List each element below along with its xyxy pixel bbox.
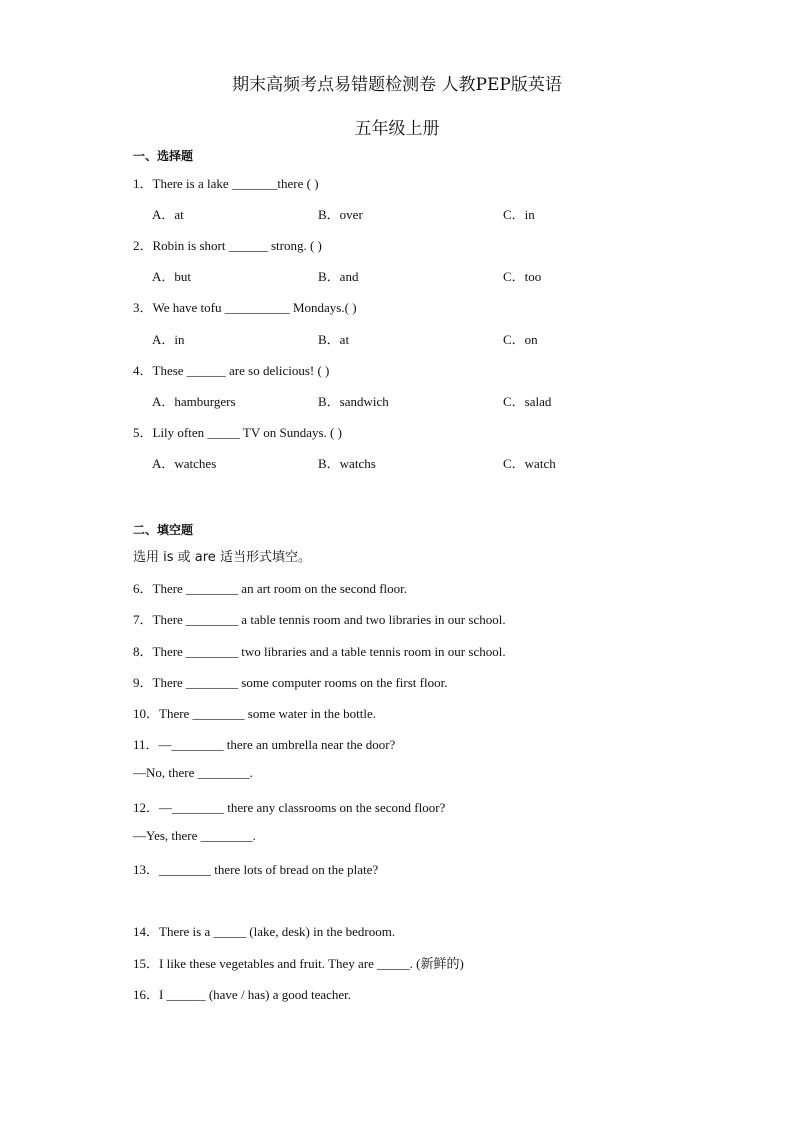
section-heading-choice: 一、选择题 (133, 149, 194, 163)
option-b: B．over (318, 207, 363, 222)
document-subtitle: 五年级上册 (354, 119, 440, 139)
option-a: A．watches (152, 456, 217, 471)
fill-in-line: 15．I like these vegetables and fruit. They are _____. (新鲜的) (133, 956, 464, 971)
fill-in-line: 7．There ________ a table tennis room and two libraries in our school. (133, 612, 506, 627)
option-c: C．in (503, 207, 535, 222)
option-a: A．at (152, 207, 184, 222)
fill-in-line: —Yes, there ________. (133, 828, 256, 843)
option-b: B．and (318, 269, 359, 284)
fill-in-line: 9．There ________ some computer rooms on the first floor. (133, 675, 448, 690)
fill-in-line: 6．There ________ an art room on the second floor. (133, 581, 408, 596)
option-a: A．hamburgers (152, 394, 236, 409)
question-stem: 1．There is a lake _______there ( ) (133, 176, 319, 191)
question-stem: 3．We have tofu __________ Mondays.( ) (133, 300, 357, 315)
option-b: B．sandwich (318, 394, 389, 409)
option-c: C．watch (503, 456, 556, 471)
question-stem: 5．Lily often _____ TV on Sundays. ( ) (133, 425, 342, 440)
section-instruction: 选用 is 或 are 适当形式填空。 (133, 550, 311, 565)
question-stem: 2．Robin is short ______ strong. ( ) (133, 238, 322, 253)
option-b: B．at (318, 332, 350, 347)
fill-in-line: 12．—________ there any classrooms on the second floor? (133, 800, 446, 815)
fill-in-line: 10．There ________ some water in the bottle. (133, 706, 376, 721)
fill-in-line: —No, there ________. (133, 765, 253, 780)
option-a: A．in (152, 332, 185, 347)
fill-in-line: 11．—________ there an umbrella near the door? (133, 737, 396, 752)
document-title: 期末高频考点易错题检测卷 人教PEP版英语 (232, 75, 562, 95)
option-a: A．but (152, 269, 192, 284)
fill-in-line: 13．________ there lots of bread on the plate? (133, 862, 379, 877)
option-c: C．salad (503, 394, 552, 409)
option-c: C．too (503, 269, 542, 284)
question-stem: 4．These ______ are so delicious! ( ) (133, 363, 330, 378)
option-b: B．watchs (318, 456, 376, 471)
fill-in-line: 8．There ________ two libraries and a table tennis room in our school. (133, 644, 506, 659)
fill-in-line: 14．There is a _____ (lake, desk) in the bedroom. (133, 924, 396, 939)
section-heading-fill-in: 二、填空题 (133, 523, 194, 537)
option-c: C．on (503, 332, 538, 347)
fill-in-line: 16．I ______ (have / has) a good teacher. (133, 987, 352, 1002)
